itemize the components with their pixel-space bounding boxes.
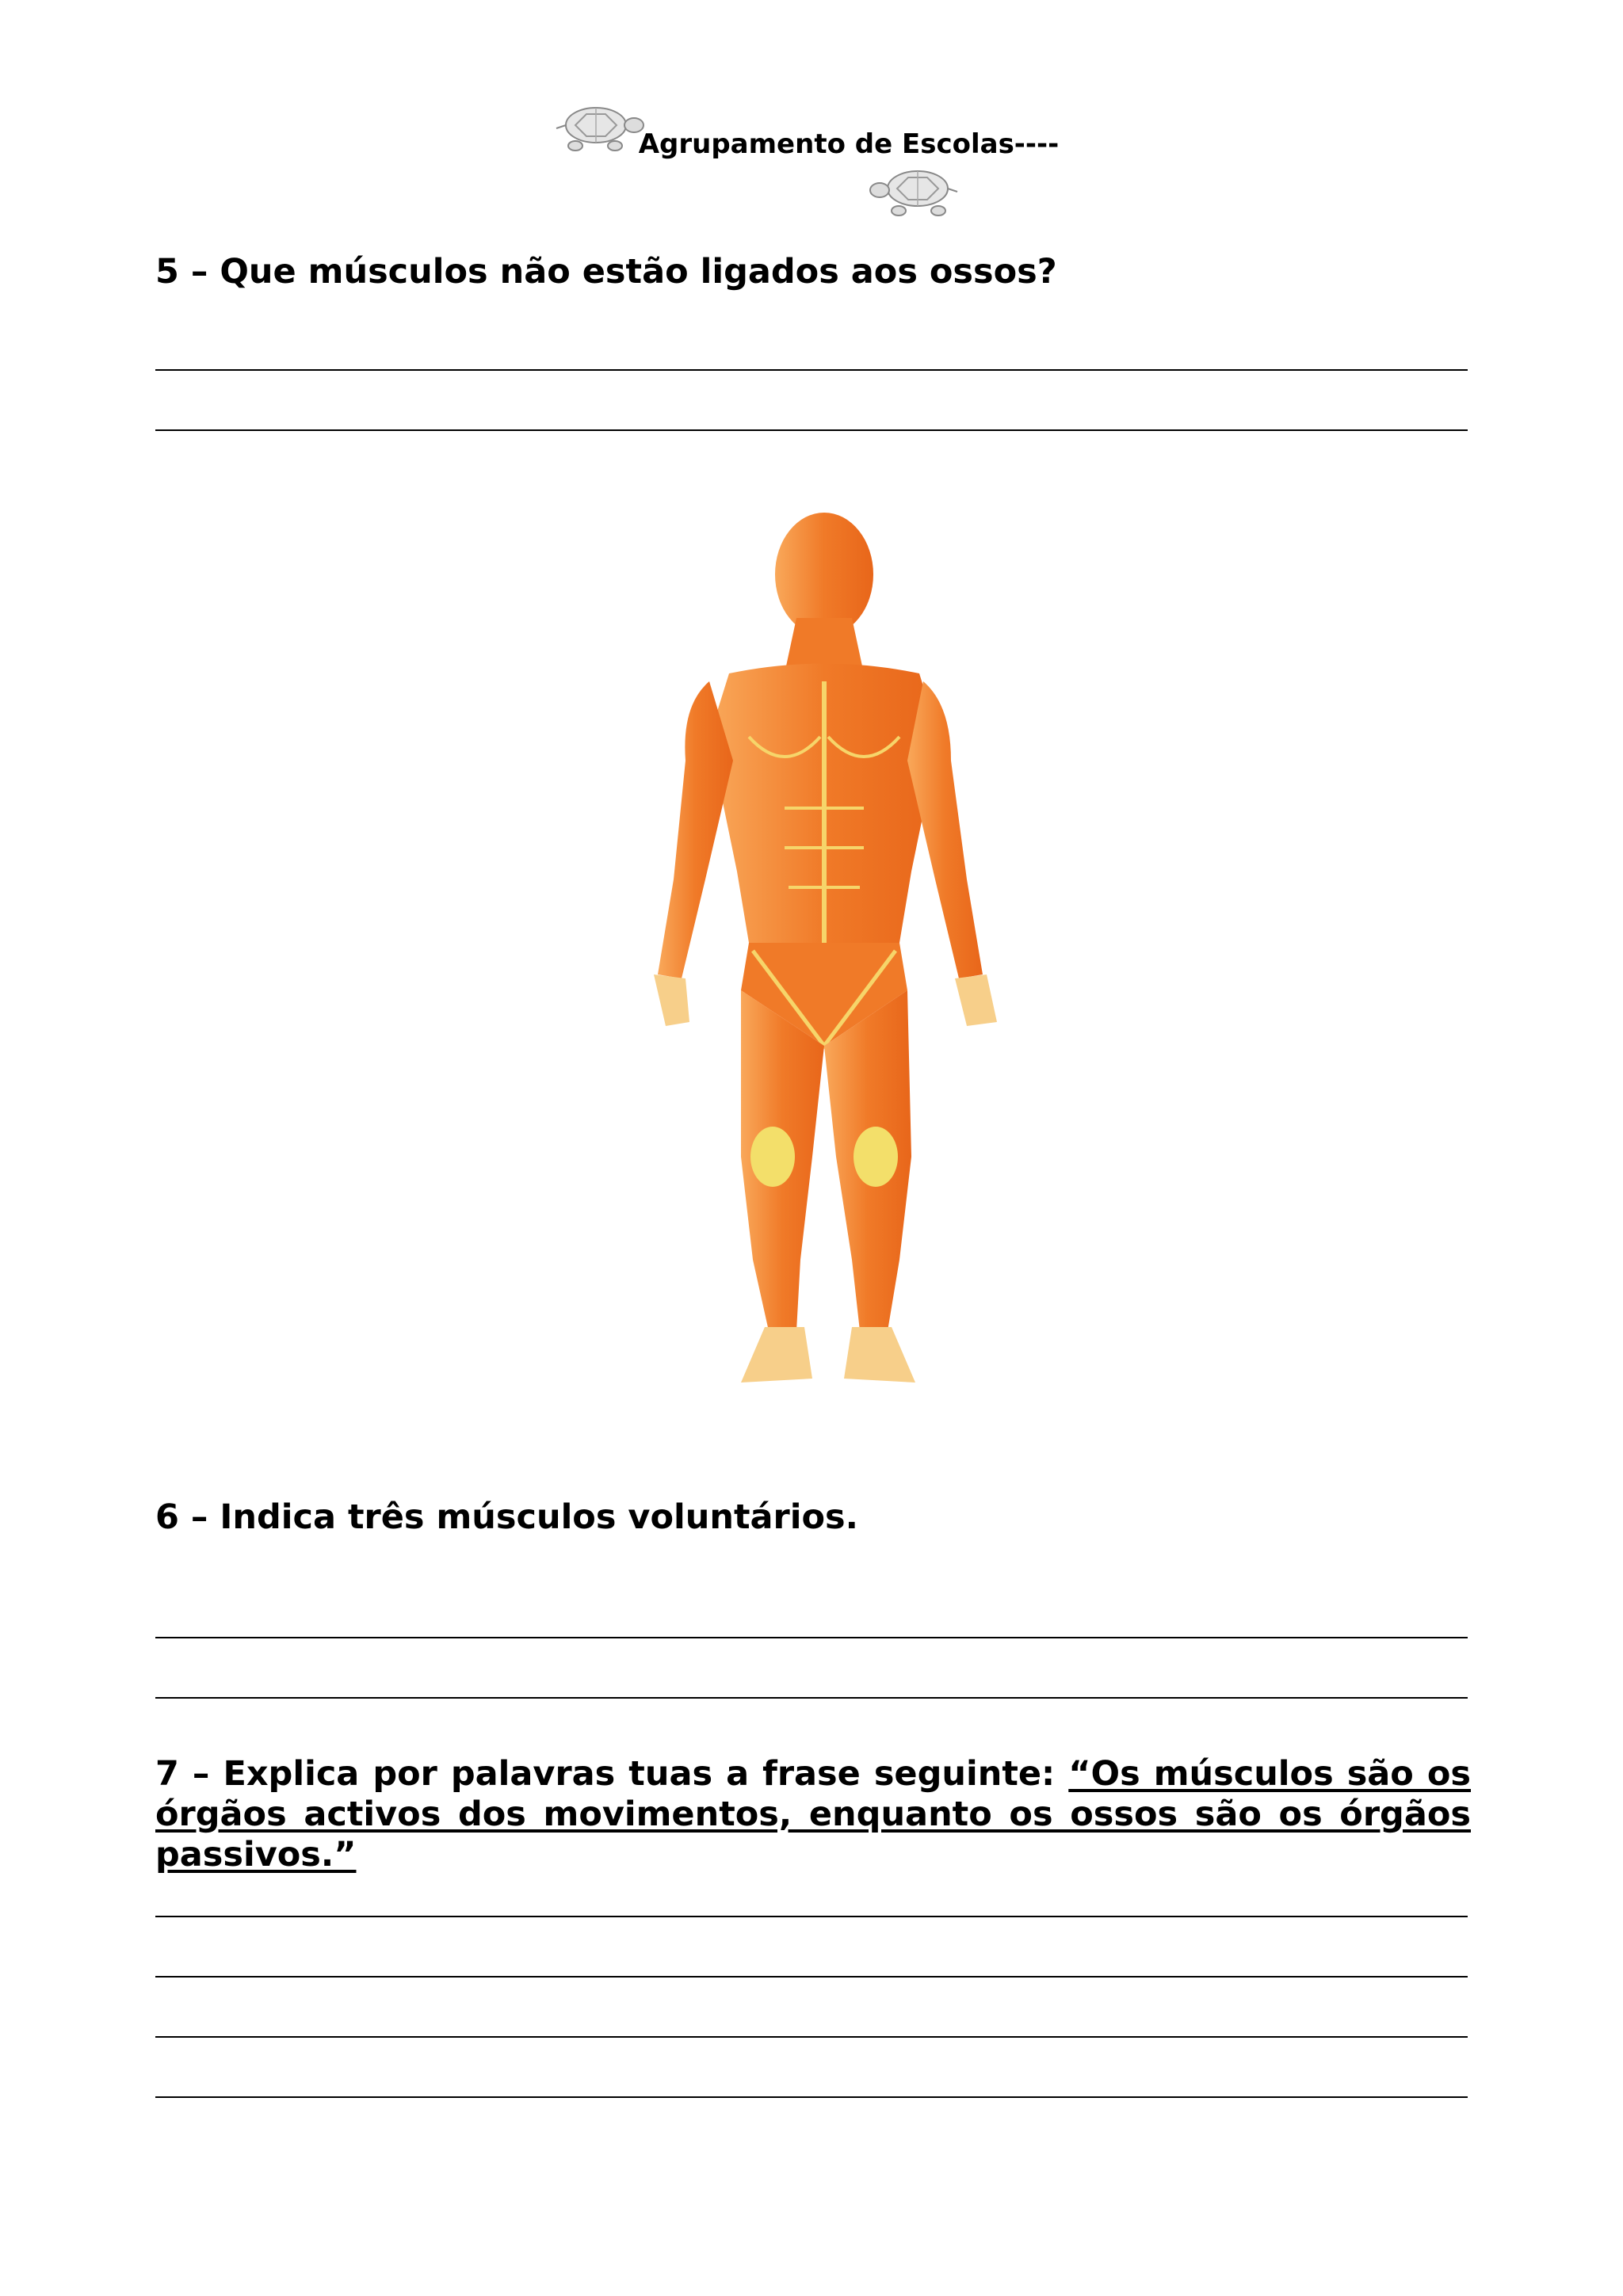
- muscular-system-illustration: [634, 499, 1006, 1426]
- answer-line[interactable]: [155, 1916, 1468, 1917]
- question-5: 5 – Que músculos não estão ligados aos ossos?: [155, 252, 1057, 292]
- answer-line[interactable]: [155, 2036, 1468, 2038]
- answer-line[interactable]: [155, 1976, 1468, 1978]
- school-header: Agrupamento de Escolas----: [638, 128, 1060, 160]
- question-7: [155, 1754, 1471, 1875]
- question-6: 6 – Indica três músculos voluntários.: [155, 1497, 858, 1537]
- question-7-intro: 7 – Explica por palavras tuas a frase seguinte:: [155, 1754, 1069, 1794]
- question-7-quote: “Os músculos são os órgãos activos dos movimentos, enquanto os ossos são os órgãos passivos.”: [155, 1754, 1471, 1875]
- answer-line[interactable]: [155, 369, 1468, 371]
- turtle-icon: [869, 162, 962, 222]
- answer-line[interactable]: [155, 2096, 1468, 2098]
- answer-line[interactable]: [155, 1697, 1468, 1699]
- answer-line[interactable]: [155, 1637, 1468, 1638]
- answer-line[interactable]: [155, 429, 1468, 431]
